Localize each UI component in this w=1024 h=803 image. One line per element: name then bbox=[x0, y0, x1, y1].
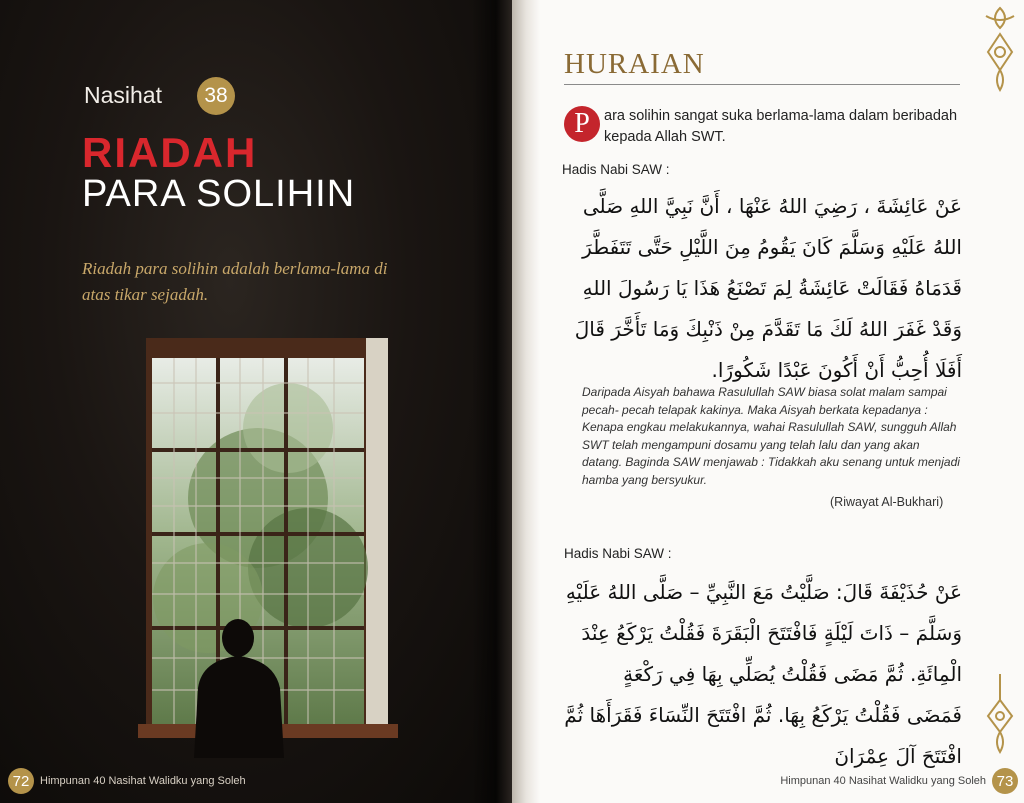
page-number-right: 73 bbox=[992, 768, 1018, 794]
window-photo bbox=[138, 338, 398, 758]
hadith-2-label: Hadis Nabi SAW : bbox=[564, 546, 672, 561]
title-secondary: PARA SOLIHIN bbox=[82, 173, 356, 215]
ornament-icon bbox=[980, 4, 1020, 94]
intro-paragraph: ara solihin sangat suka berlama-lama dalam beribadah kepada Allah SWT. bbox=[604, 108, 958, 145]
section-label: Nasihat bbox=[84, 82, 162, 108]
hadith-1-label: Hadis Nabi SAW : bbox=[562, 162, 670, 177]
hadith-1-source: (Riwayat Al-Bukhari) bbox=[830, 495, 944, 509]
page-gutter bbox=[472, 0, 512, 803]
page-number-left: 72 bbox=[8, 768, 34, 794]
hadith-1-arabic: عَنْ عَائِشَةَ ، رَضِيَ اللهُ عَنْهَا ، أَنَّ نَبِيَّ اللهِ صَلَّى اللهُ عَلَيْهِ وَسَلَّمَ كَانَ يَقُومُ مِنَ اللَّيْلِ حَتَّى تَتَفَطَّرَ قَدَمَاهُ فَقَالَتْ عَائِشَةُ لِمَ تَصْنَعُ هَذَا يَا رَسُولَ اللهِ وَقَدْ غَفَرَ اللهُ لَكَ مَا تَقَدَّمَ مِنْ ذَنْبِكَ وَمَا تَأَخَّرَ قَالَ أَفَلَا أُحِبُّ أَنْ أَكُونَ عَبْدًا شَكُورًا. bbox=[574, 194, 962, 382]
hadith-2-arabic: عَنْ حُذَيْفَةَ قَالَ: صَلَّيْتُ مَعَ النَّبِيِّ – صَلَّى اللهُ عَلَيْهِ وَسَلَّمَ – ذَاتَ لَيْلَةٍ فَافْتَتَحَ الْبَقَرَةَ فَقُلْتُ يَرْكَعُ عِنْدَ الْمِائَةِ. ثُمَّ مَضَى فَقُلْتُ يُصَلِّي بِهَا فِي رَكْعَةٍ فَمَضَى فَقُلْتُ يَرْكَعُ بِهَا. ثُمَّ افْتَتَحَ النِّسَاءَ فَقَرَأَهَا ثُمَّ افْتَتَحَ آلَ عِمْرَانَ bbox=[564, 580, 962, 768]
page-spine-shade bbox=[512, 0, 540, 803]
footer-right bbox=[780, 768, 1018, 794]
ornament-icon bbox=[982, 670, 1018, 760]
footer-text-left: Himpunan 40 Nasihat Walidku yang Soleh bbox=[40, 775, 246, 787]
title-primary: RIADAH bbox=[82, 129, 258, 176]
drop-cap: P bbox=[564, 106, 600, 142]
footer-text-right: Himpunan 40 Nasihat Walidku yang Soleh bbox=[780, 775, 986, 787]
right-page bbox=[512, 0, 1024, 803]
hadith-1-translation: Daripada Aisyah bahawa Rasulullah SAW biasa solat malam sampai pecah- pecah telapak kakinya. Maka Aisyah berkata kepadanya : Kenapa engkau melakukannya, wahai Rasulullah SAW, sungguh Allah SWT telah mengampuni dosamu yang telah lalu dan yang akan datang. Baginda SAW menjawab : Tidakkah aku senang untuk menjadi hamba yang bersyukur. bbox=[582, 385, 960, 487]
heading-divider bbox=[564, 84, 960, 85]
section-number-badge: 38 bbox=[197, 77, 235, 115]
section-heading: HURAIAN bbox=[564, 48, 705, 80]
pull-quote: Riadah para solihin adalah berlama-lama di atas tikar sejadah. bbox=[82, 259, 388, 304]
footer-left bbox=[8, 768, 246, 794]
